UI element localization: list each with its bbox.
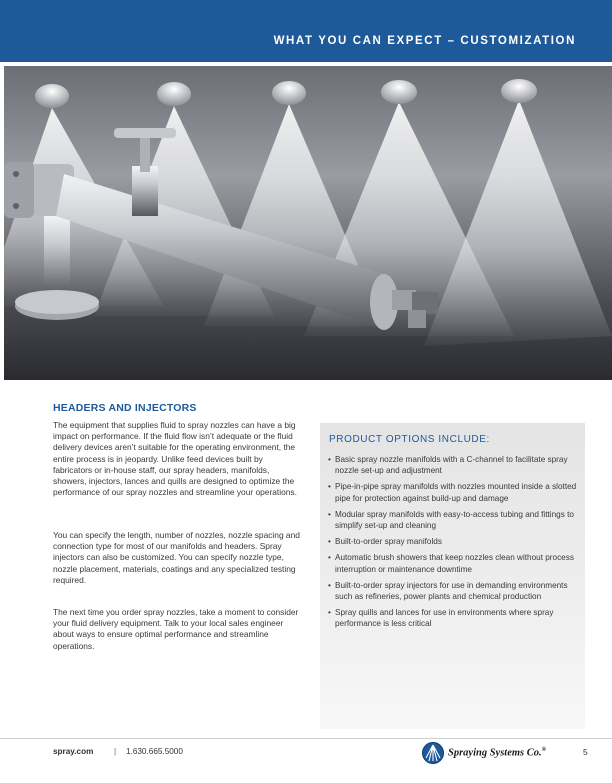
list-item (328, 536, 578, 547)
header-band (0, 0, 612, 62)
bullet-icon: • (328, 608, 331, 618)
list-item-text: Automatic brush showers that keep nozzles clean without process interruption or maintenance downtime (335, 553, 574, 574)
product-options-list (328, 454, 578, 635)
list-item-text: Modular spray manifolds with easy-to-access tubing and fittings to simplify set-up and cleaning (335, 509, 574, 531)
bullet-icon: • (328, 580, 331, 590)
page-header-title: WHAT YOU CAN EXPECT – CUSTOMIZATION (273, 35, 576, 47)
list-item-text: Spray quills and lances for use in environments where spray performance is less critical (335, 608, 554, 629)
company-name (448, 747, 546, 759)
list-item (328, 454, 578, 476)
footer-separator: | (114, 747, 117, 756)
product-options-box (320, 423, 585, 729)
company-logo-icon (422, 742, 444, 764)
body-paragraph: You can specify the length, number of nozzles, nozzle spacing and connection type for most of our manifolds and headers. Spray injectors can also be customized. You can specify nozzle type, nozzle placement, materials, coatings and any specialized testing required. (53, 530, 300, 585)
bullet-icon: • (328, 553, 331, 563)
body-paragraph: The next time you order spray nozzles, take a moment to consider your fluid delivery equipment. Talk to your local sales engineer about ways to ensure optimal performance and streamline operations. (53, 607, 299, 651)
list-item (328, 580, 578, 602)
product-options-title: PRODUCT OPTIONS INCLUDE: (329, 434, 490, 445)
bullet-icon: • (328, 509, 331, 519)
list-item (328, 607, 578, 629)
company-name-text: Spraying Systems Co. (448, 747, 542, 759)
list-item-text: Built-to-order spray manifolds (335, 537, 442, 547)
hero-image (4, 66, 612, 380)
footer-phone: 1.630.665.5000 (126, 747, 183, 756)
list-item (328, 509, 578, 531)
bullet-icon: • (328, 537, 331, 547)
bullet-icon: • (328, 482, 331, 492)
list-item (328, 481, 578, 503)
footer-website-link[interactable]: spray.com (53, 747, 94, 756)
footer-divider (0, 738, 612, 739)
list-item-text: Basic spray nozzle manifolds with a C-channel to facilitate spray nozzle set-up and adjustment (335, 455, 568, 476)
list-item-text: Built-to-order spray injectors for use in demanding environments such as refineries, power plants and chemical production (335, 580, 568, 602)
body-paragraph: The equipment that supplies fluid to spray nozzles can have a big impact on performance. If the fluid flow isn’t adequate or the fluid delivery devices aren’t suitable for the operating environment, the entire process is in jeopardy. Unlike feed devices built by fabricators or in-house staff, our spray headers, manifolds, showers, injectors, lances and quills are designed to optimize the performance of our spray nozzles and streamline your operations. (53, 420, 297, 498)
bullet-icon: • (328, 455, 331, 464)
section-heading: HEADERS AND INJECTORS (53, 402, 197, 414)
registered-mark: ® (541, 747, 547, 753)
list-item-text: Pipe-in-pipe spray manifolds with nozzles mounted inside a slotted pipe for protection against build-up and damage (335, 482, 577, 503)
page-number: 5 (583, 747, 588, 757)
list-item (328, 552, 578, 574)
